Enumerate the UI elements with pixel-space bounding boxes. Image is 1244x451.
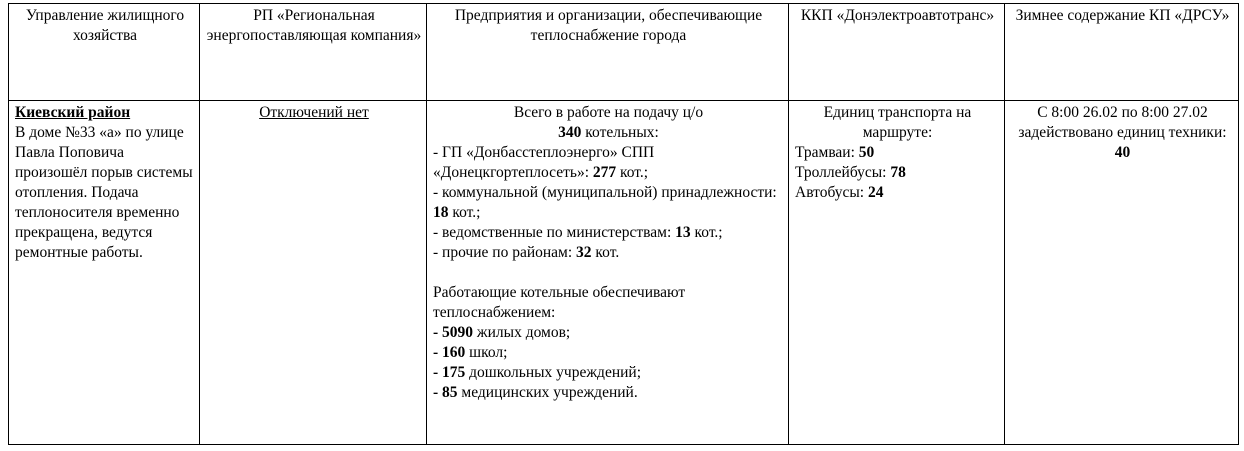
supply-item [433,343,784,363]
heat-item-unit: кот.; [690,224,723,241]
transport-label: Трамваи: [795,144,859,161]
heat-item-value: 18 [433,204,449,221]
data-row [9,101,1239,445]
cell-energy-company [200,101,427,445]
boilers-total: 340 [558,124,582,141]
heat-item-unit: кот.; [616,164,649,181]
heat-item [433,183,784,223]
header-road-service: Зимнее содержание КП «ДРСУ» [1005,4,1239,101]
report-sheet [8,3,1239,445]
transport-value: 78 [890,164,906,181]
heat-item-label: - ГП «Донбасстеплоэнерго» СПП «Донецкгортеплосеть»: [433,144,655,181]
transport-item [795,163,1000,183]
heat-item [433,243,784,263]
transport-intro: Единиц транспорта на маршруте: [823,104,972,141]
road-service-count: 40 [1114,144,1131,161]
cell-road-service [1005,101,1239,445]
header-transport: ККП «Донэлектроавтотранс» [789,4,1005,101]
boilers-label: котельных: [581,124,659,141]
road-service-text: С 8:00 26.02 по 8:00 27.02 задействовано единиц техники: [1018,104,1227,141]
supply-item [433,363,784,383]
outage-status: Отключений нет [259,104,369,121]
cell-heat-supply [427,101,789,445]
transport-label: Автобусы: [795,184,868,201]
cell-housing [9,101,200,445]
header-energy-company: РП «Региональная энергопоставляющая компания» [200,4,427,101]
supply-label: дошкольных учреждений; [465,364,642,381]
heat-item-label: - коммунальной (муниципальной) принадлежности: [433,184,777,201]
heat-item-label: - ведомственные по министерствам: [433,224,676,241]
heat-item-unit: кот. [591,244,620,261]
heat-item-value: 32 [576,244,592,261]
transport-item [795,183,1000,203]
district-name: Киевский район [15,104,131,121]
transport-value: 50 [858,144,875,161]
supply-item [433,323,784,343]
header-housing: Управление жилищного хозяйства [9,4,200,101]
supply-label: жилых домов; [473,324,571,341]
cell-transport [789,101,1005,445]
transport-item [795,143,1000,163]
heat-item-value: 277 [592,164,617,181]
header-row [9,4,1239,101]
spacer [433,263,784,283]
supply-value: - 160 [433,344,466,361]
supply-item [433,383,784,403]
transport-value: 24 [867,184,884,201]
heat-item-value: 13 [675,224,691,241]
supply-value: - 5090 [433,324,474,341]
supply-intro: Работающие котельные обеспечивают теплоснабжением: [433,284,686,321]
heat-item [433,143,784,183]
heat-item [433,223,784,243]
heat-item-label: - прочие по районам: [433,244,577,261]
housing-text: В доме №33 «а» по улице Павла Поповича произошёл порыв системы отопления. Подача теплоносителя временно прекращена, ведутся ремонтные работы. [15,124,193,261]
report-table [8,3,1239,445]
heat-intro: Всего в работе на подачу ц/о [513,104,704,121]
transport-label: Троллейбусы: [795,164,891,181]
header-heat-supply: Предприятия и организации, обеспечивающие теплоснабжение города [427,4,789,101]
boilers-total-line [433,123,784,143]
supply-label: медицинских учреждений. [457,384,638,401]
supply-label: школ; [465,344,508,361]
supply-value: - 175 [433,364,466,381]
heat-item-unit: кот.; [448,204,481,221]
supply-value: - 85 [433,384,458,401]
